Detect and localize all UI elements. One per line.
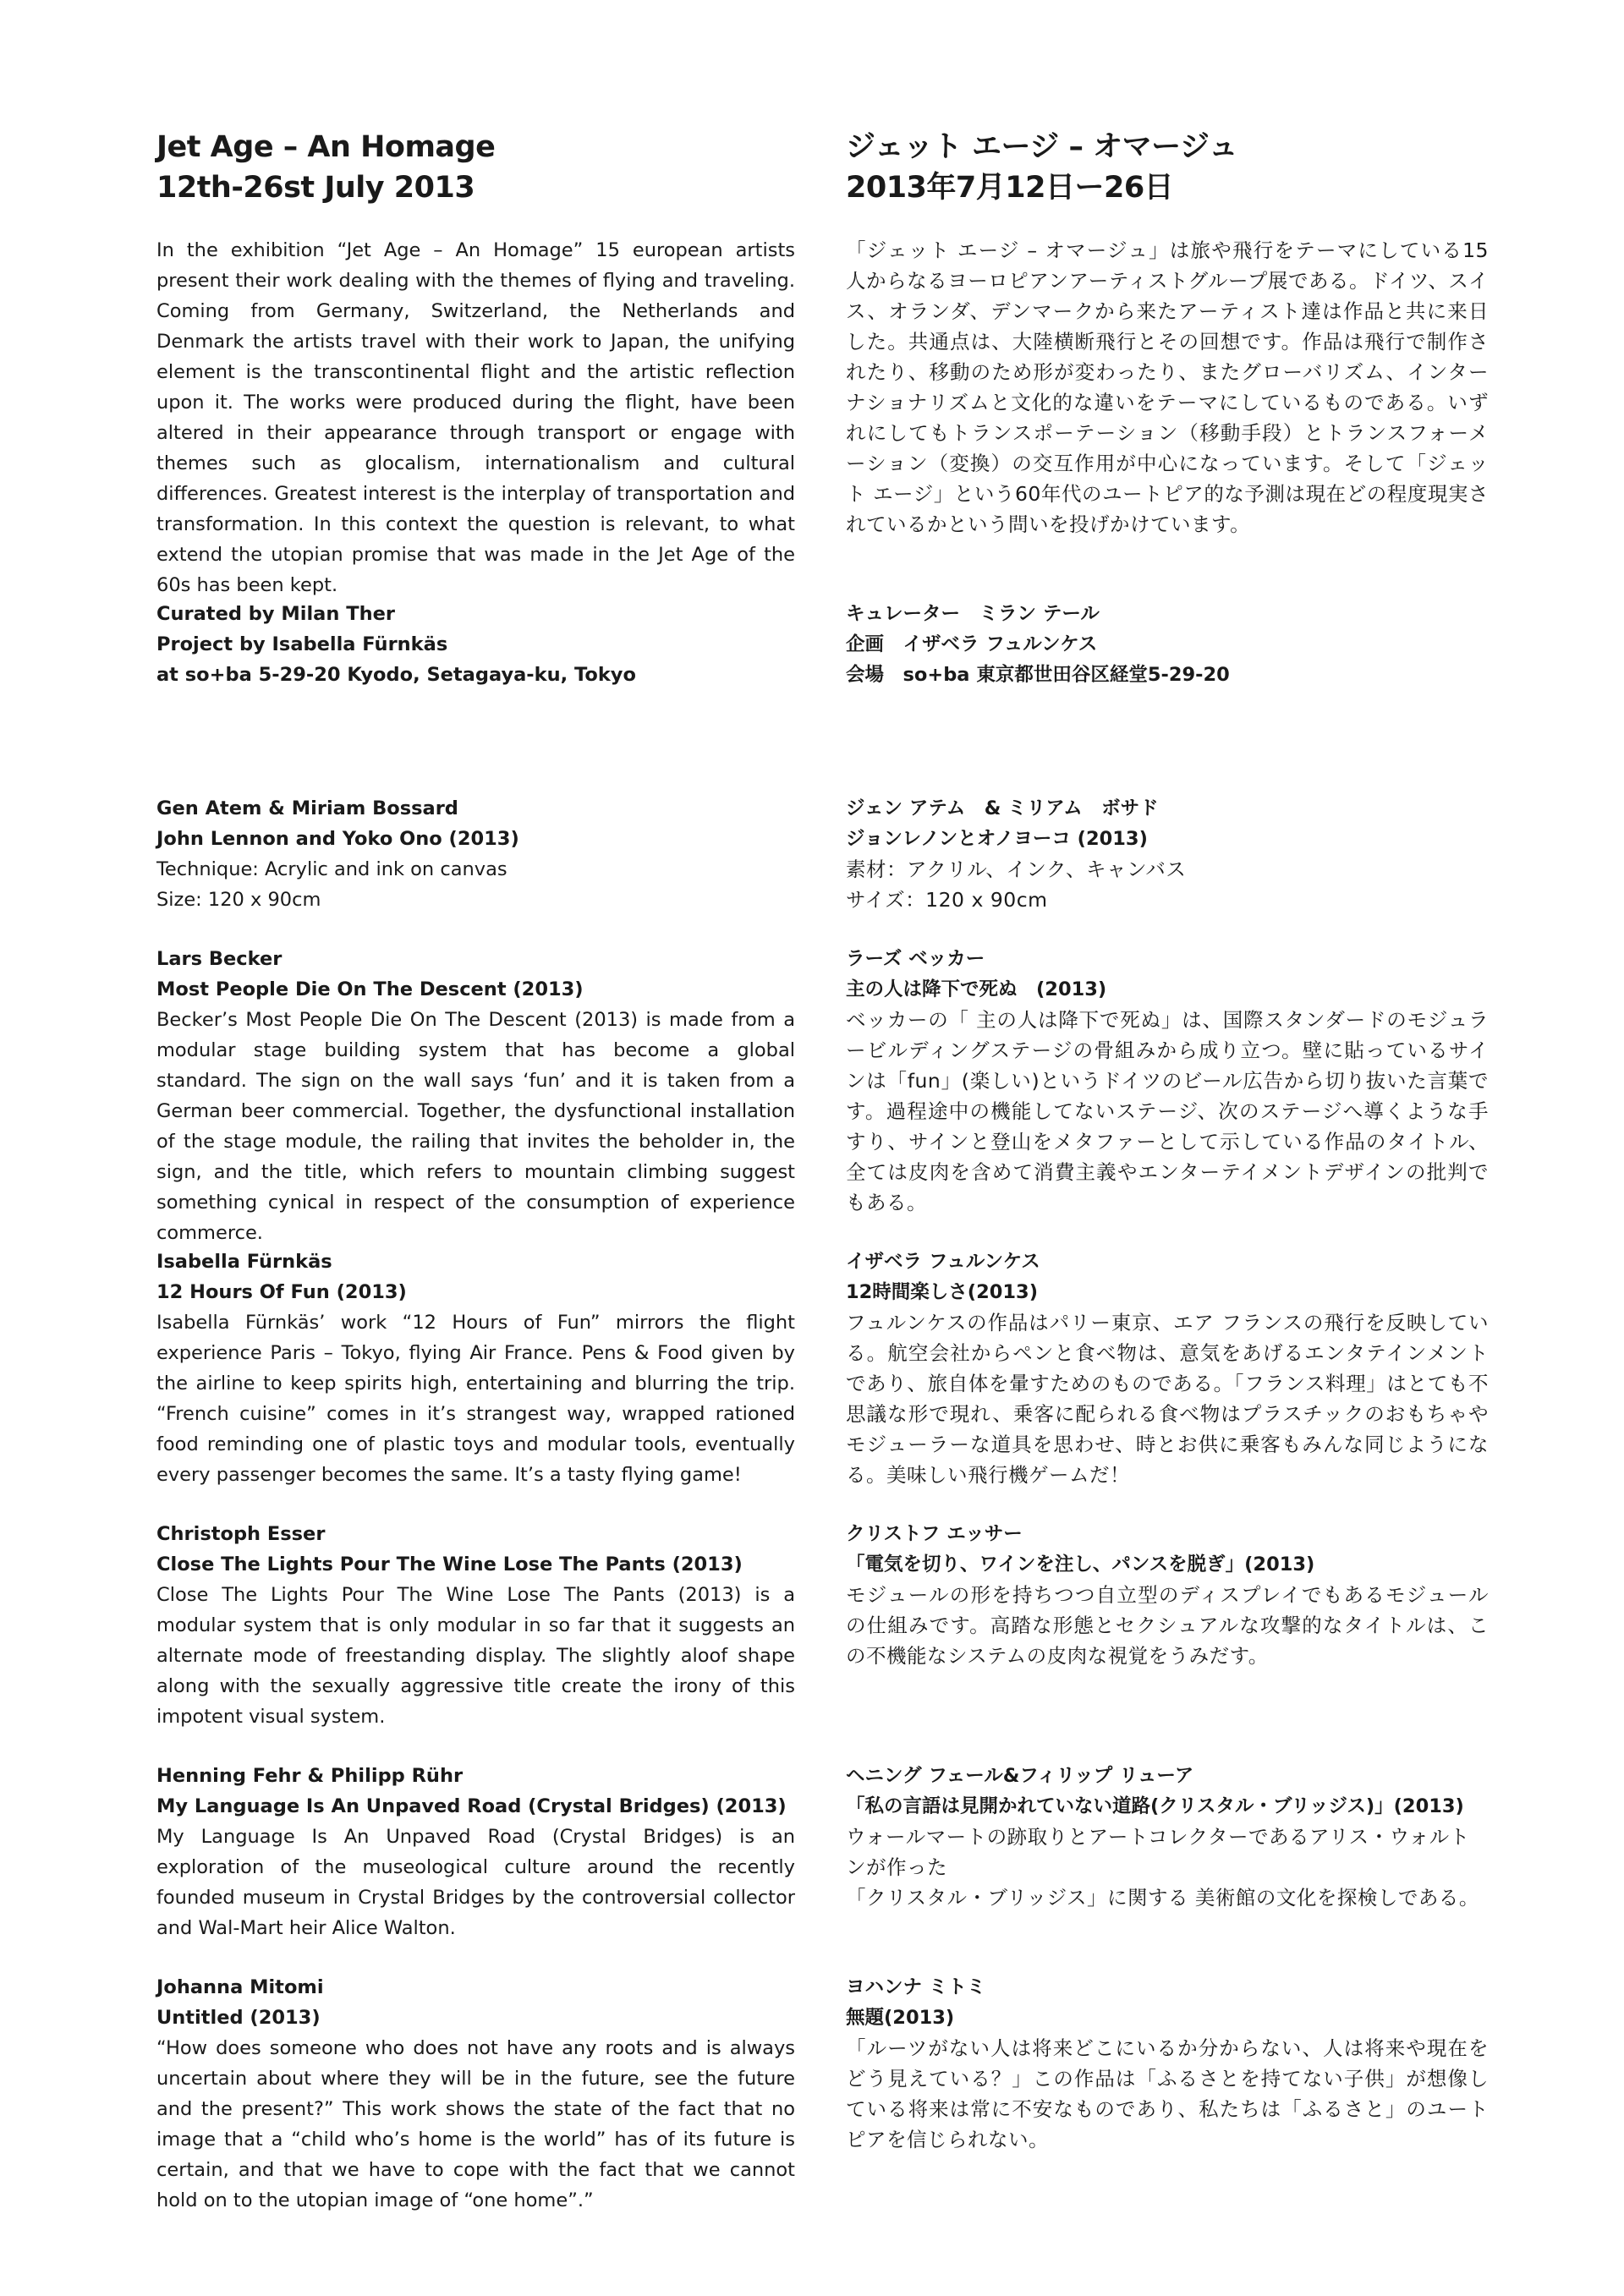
artist-entry xyxy=(846,944,1489,1218)
work-title: ジョンレノンとオノヨーコ (2013) xyxy=(846,828,1148,850)
artist-name: Isabella Fürnkäs xyxy=(156,1251,332,1273)
description-line: 「クリスタル・ブリッジス」に関する 美術館の文化を探検しである。 xyxy=(846,1886,1479,1910)
work-description: ベッカーの「 主の人は降下で死ぬ」は、国際スタンダードのモジュラービルディングステージの骨組みから成り立つ。壁に貼っているサインは「fun」(楽しい)というドイツのビール広告から切り抜いた言葉です。過程途中の機能してないステージ、次のステージへ導くような手すり、サインと登山をメタファーとして示している作品のタイトル、全ては皮肉を含めて消費主義やエンターテイメントデザインの批判でもある。 xyxy=(846,1008,1489,1214)
work-title: 12 Hours Of Fun (2013) xyxy=(156,1281,407,1303)
artist-entry xyxy=(156,944,795,1248)
work-description: Becker’s Most People Die On The Descent (2013) is made from a modular stage building system that has become a global standard. The sign on the wall says ‘fun’ and it is taken from a German beer commercial. Together, the dysfunctional installation of the stage module, the railing that invites the beholder in, the sign, and the title, which refers to mountain climbing suggest something cynical in respect of the consumption of experience commerce. xyxy=(156,1009,795,1244)
credits-en xyxy=(156,599,795,690)
exhibition-title-ja xyxy=(846,127,1489,208)
credits-ja xyxy=(846,599,1489,690)
description-line: ウォールマートの跡取りとアートコレクターであるアリス・ウォルトンが作った xyxy=(846,1825,1470,1879)
title-line: Jet Age – An Homage xyxy=(156,130,496,164)
work-title: John Lennon and Yoko Ono (2013) xyxy=(156,828,519,850)
work-description: “How does someone who does not have any roots and is always uncertain about where they will be in the future, see the future and the present?” This work shows the state of the fact that no image that a “child who’s home is the world” has of its future is certain, and that we have to cope with the fact that we cannot hold on to the utopian image of “one home”.” xyxy=(156,2037,795,2211)
artist-entry xyxy=(846,1519,1489,1671)
technique-line: Technique: Acrylic and ink on canvas xyxy=(156,858,508,880)
venue-line: 会場 so+ba 東京都世田谷区経堂5-29-20 xyxy=(846,664,1230,686)
artist-name: ヨハンナ ミトミ xyxy=(846,1976,986,1998)
work-title: 「私の言語は見開かれていない道路(クリスタル・ブリッジス)」(2013) xyxy=(846,1795,1464,1817)
artist-name: Johanna Mitomi xyxy=(156,1976,324,1998)
artist-name: Henning Fehr & Philipp Rühr xyxy=(156,1765,464,1787)
work-description: モジュールの形を持ちつつ自立型のディスプレイでもあるモジュールの仕組みです。高踏な形態とセクシュアルな攻撃的なタイトルは、この不機能なシステムの皮肉な視覚をうみだす。 xyxy=(846,1583,1489,1668)
curator-line: Curated by Milan Ther xyxy=(156,603,395,625)
artist-entry xyxy=(156,1761,795,1943)
title-line: ジェット エージ – オマージュ xyxy=(846,130,1238,164)
work-title: 12時間楽しさ(2013) xyxy=(846,1281,1038,1303)
intro-paragraph-en: In the exhibition “Jet Age – An Homage” 15 european artists present their work dealing with the themes of flying and traveling. Coming from Germany, Switzerland, the Netherlands and Denmark the artists travel with their work to Japan, the unifying element is the transcontinental flight and the artistic reflection upon it. The works were produced during the flight, have been altered in their appearance through transport or engage with themes such as glocalism, internationalism and cultural differences. Greatest interest is the interplay of transportation and transformation. In this context the question is relevant, to what extend the utopian promise that was made in the Jet Age of the 60s has been kept. xyxy=(156,239,795,596)
artist-name: ラーズ ベッカー xyxy=(846,948,985,970)
artist-name: イザベラ フュルンケス xyxy=(846,1251,1040,1273)
exhibition-title-en xyxy=(156,127,795,208)
artist-name: Lars Becker xyxy=(156,948,283,970)
artist-entry xyxy=(846,1761,1489,1913)
work-title: Close The Lights Pour The Wine Lose The Pants (2013) xyxy=(156,1553,743,1575)
project-line: Project by Isabella Fürnkäs xyxy=(156,633,448,655)
work-description: My Language Is An Unpaved Road (Crystal Bridges) is an exploration of the museological culture around the recently founded museum in Crystal Bridges by the controversial collector and Wal-Mart heir Alice Walton. xyxy=(156,1826,795,1939)
work-description: 「ルーツがない人は将来どこにいるか分からない、人は将来や現在をどう見えている？」この作品は「ふるさとを持てない子供」が想像している将来は常に不安なものであり、私たちは「ふるさと」のユートピアを信じられない。 xyxy=(846,2036,1489,2151)
artist-entry xyxy=(846,1247,1489,1490)
date-line: 12th-26st July 2013 xyxy=(156,171,475,205)
size-line: Size: 120 x 90cm xyxy=(156,889,321,911)
work-description: Isabella Fürnkäs’ work “12 Hours of Fun” mirrors the flight experience Paris – Tokyo, flying Air France. Pens & Food given by the airline to keep spirits high, entertaining and blurring the trip. “French cuisine” comes in it’s strangest way, wrapped rationed food reminding one of plastic toys and modular tools, eventually every passenger becomes the same. It’s a tasty flying game! xyxy=(156,1312,795,1486)
work-description: フュルンケスの作品はパリー東京、エア フランスの飛行を反映している。航空会社からペンと食べ物は、意気をあげるエンタテインメントであり、旅自体を暈すためのものである。「フランス料理」はとても不思議な形で現れ、乗客に配られる食べ物はプラスチックのおもちゃやモジューラーな道具を思わせ、時とお供に乗客もみんな同じようになる。美味しい飛行機ゲームだ！ xyxy=(846,1311,1489,1487)
artist-entry xyxy=(156,1519,795,1732)
artist-entry xyxy=(156,793,795,915)
artist-entry xyxy=(846,793,1489,915)
intro-paragraph-ja: 「ジェット エージ – オマージュ」は旅や飛行をテーマにしている15人からなるヨーロピアンアーティストグループ展である。ドイツ、スイス、オランダ、デンマークから来たアーティスト達は作品と共に来日した。共通点は、大陸横断飛行とその回想です。作品は飛行で制作されたり、移動のため形が変わったり、またグローバリズム、インターナショナリズムと文化的な違いをテーマにしているものである。いずれにしてもトランスポーテーション（移動手段）とトランスフォーメーション（変換）の交互作用が中心になっています。そして「ジェット エージ」という60年代のユートピア的な予測は現在どの程度現実されているかという問いを投げかけています。 xyxy=(846,238,1489,536)
artist-entry xyxy=(156,1247,795,1490)
size-line: サイズ：120 x 90cm xyxy=(846,888,1048,912)
work-title: 主の人は降下で死ぬ (2013) xyxy=(846,978,1107,1000)
venue-line: at so+ba 5-29-20 Kyodo, Setagaya-ku, Tokyo xyxy=(156,664,636,686)
date-line: 2013年7月12日ー26日 xyxy=(846,171,1174,205)
technique-line: 素材：アクリル、インク、キャンバス xyxy=(846,858,1187,881)
work-title: 無題(2013) xyxy=(846,2007,955,2029)
artist-name: クリストフ エッサー xyxy=(846,1523,1023,1545)
project-line: 企画 イザベラ フュルンケス xyxy=(846,633,1098,655)
artist-entry xyxy=(846,1972,1489,2155)
artist-name: ジェン アテム & ミリアム ボサド xyxy=(846,797,1159,819)
artist-name: Gen Atem & Miriam Bossard xyxy=(156,797,458,819)
work-title: 「電気を切り、ワインを注し、パンスを脱ぎ」(2013) xyxy=(846,1553,1315,1575)
work-title: Most People Die On The Descent (2013) xyxy=(156,978,584,1000)
artist-name: ヘニング フェール&フィリップ リューア xyxy=(846,1765,1194,1787)
curator-line: キュレーター ミラン テール xyxy=(846,603,1100,625)
work-title: Untitled (2013) xyxy=(156,2007,321,2029)
work-title: My Language Is An Unpaved Road (Crystal Bridges) (2013) xyxy=(156,1795,787,1817)
artist-entry xyxy=(156,1972,795,2216)
artist-name: Christoph Esser xyxy=(156,1523,326,1545)
work-description: Close The Lights Pour The Wine Lose The Pants (2013) is a modular system that is only modular in so far that it suggests an alternate mode of freestanding display. The slightly aloof shape along with the sexually aggressive title create the irony of this impotent visual system. xyxy=(156,1584,795,1728)
